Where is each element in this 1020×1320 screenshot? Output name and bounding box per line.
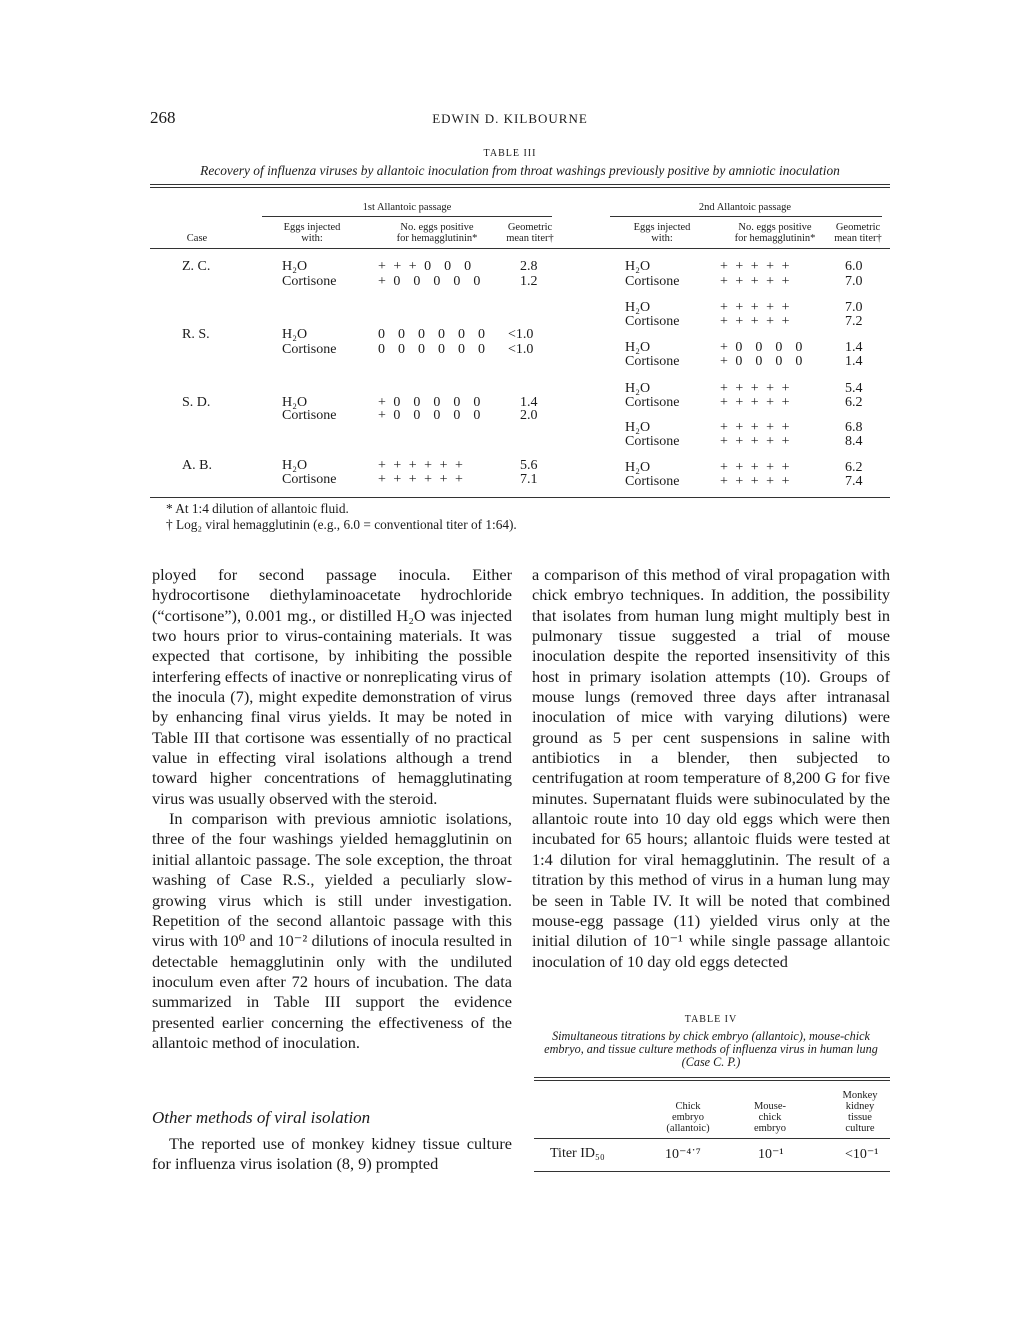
col-eggs-2b: with: (651, 233, 673, 244)
titer: 6.2 (845, 395, 863, 410)
titer: 1.2 (520, 274, 538, 289)
t4-col-mouse: Mouse- chick embryo (753, 1101, 787, 1134)
titer: <1.0 (508, 327, 534, 342)
positives: 0 0 0 0 0 0 (378, 327, 487, 342)
col-eggs-1b: with: (301, 233, 323, 244)
col-geo-2a: Geometric (835, 222, 881, 233)
col-geo-1a: Geometric (507, 222, 553, 233)
treatment: H₂O (625, 420, 651, 435)
page-number: 268 (150, 108, 176, 127)
table-4-caption: Simultaneous titrations by chick embryo (allantoic), mouse-chick embryo, and tissue culture methods of influenza virus in human lung (Case C. P.) (544, 1029, 878, 1069)
treatment: Cortisone (282, 408, 337, 423)
titer: 7.0 (845, 274, 863, 289)
titer: 6.2 (845, 460, 863, 475)
t4-value-mouse: 10⁻¹ (758, 1147, 784, 1162)
left-column-tail (152, 1134, 512, 1175)
table-3-label: TABLE III (483, 148, 537, 159)
titer: 1.4 (520, 395, 538, 410)
treatment: Cortisone (625, 474, 680, 489)
col-pos-1b: for hemagglutinin* (396, 233, 478, 244)
titer: 7.0 (845, 300, 863, 315)
case-label: A. B. (182, 458, 212, 473)
positives: + + + 0 0 0 (378, 259, 474, 274)
running-head: EDWIN D. KILBOURNE (432, 111, 588, 126)
treatment: Cortisone (282, 342, 337, 357)
case-label: Z. C. (182, 259, 211, 274)
group-header-2: 2nd Allantoic passage (698, 202, 792, 213)
positives: + 0 0 0 0 0 (378, 274, 483, 289)
col-pos-2a: No. eggs positive (738, 222, 812, 233)
treatment: H₂O (282, 395, 308, 410)
treatment: H₂O (625, 259, 651, 274)
positives: + + + + + (720, 395, 792, 410)
col-case: Case (186, 233, 208, 244)
titer: 7.4 (845, 474, 863, 489)
col-eggs-2a: Eggs injected (633, 222, 691, 233)
case-label: S. D. (182, 395, 211, 410)
positives: + + + + + (720, 274, 792, 289)
positives: + + + + + (720, 474, 792, 489)
treatment: H₂O (282, 327, 308, 342)
right-column (532, 565, 890, 972)
group-header-1: 1st Allantoic passage (362, 202, 452, 213)
titer: 5.4 (845, 381, 863, 396)
treatment: Cortisone (625, 314, 680, 329)
titer: 6.0 (845, 259, 863, 274)
col-geo-1b: mean titer† (506, 233, 554, 244)
section-heading: Other methods of viral isolation (152, 1108, 371, 1127)
t4-row-label: Titer ID₅₀ (550, 1146, 605, 1161)
left-column (152, 565, 512, 1053)
treatment: Cortisone (625, 354, 680, 369)
titer: 1.4 (845, 340, 863, 355)
table-3-footnote-1: * At 1:4 dilution of allantoic fluid. (166, 501, 349, 516)
col-pos-2b: for hemagglutinin* (734, 233, 816, 244)
treatment: H₂O (282, 259, 308, 274)
titer: 7.2 (845, 314, 863, 329)
left-para-1: ployed for second passage inocula. Either hydrocortisone diethylaminoacetate hydrochloride (“cortisone”), 0.001 mg., or distilled H₂O was injected two hours prior to virus-containing materials. It was expected that cortisone, by inhibiting the possible interfering effects of inactive or nonreplicating virus of the inocula (7), might expedite demonstration of virus by enhancing final virus yields. It may be noted in Table III that cortisone was essentially of no practical value in effecting viral isolations although a trend toward higher concentrations of hemagglutinating virus was usually observed with the steroid. (152, 565, 512, 808)
treatment: H₂O (625, 340, 651, 355)
positives: + + + + + (720, 314, 792, 329)
positives: + + + + + + (378, 458, 465, 473)
titer: 5.6 (520, 458, 538, 473)
titer: 2.0 (520, 408, 538, 423)
titer: 1.4 (845, 354, 863, 369)
table-3-footnote-2: † Log₂ viral hemagglutinin (e.g., 6.0 = conventional titer of 1:64). (166, 517, 517, 532)
treatment: Cortisone (625, 434, 680, 449)
treatment: H₂O (282, 458, 308, 473)
t4-col-chick: Chick embryo (allantoic) (666, 1101, 710, 1134)
positives: + + + + + (720, 434, 792, 449)
t4-value-chick: 10⁻⁴˙⁷ (665, 1147, 701, 1162)
table-3-caption: Recovery of influenza viruses by allantoic inoculation from throat washings previously positive by amniotic inoculation (200, 163, 840, 178)
col-pos-1a: No. eggs positive (400, 222, 474, 233)
positives: + + + + + (720, 381, 792, 396)
positives: + + + + + (720, 420, 792, 435)
treatment: Cortisone (625, 274, 680, 289)
positives: + + + + + + (378, 472, 465, 487)
treatment: H₂O (625, 300, 651, 315)
treatment: Cortisone (282, 472, 337, 487)
positives: + 0 0 0 0 (720, 340, 805, 355)
positives: + + + + + (720, 259, 792, 274)
positives: + 0 0 0 0 (720, 354, 805, 369)
right-para-1: a comparison of this method of viral propagation with chick embryo techniques. In addition, the possibility that isolates from human lung might multiply best in pulmonary tissue suggested a trial of mouse inoculation despite the reported insensitivity of this host in primary isolation attempts (10). Groups of mouse lungs (removed three days after intranasal inoculation of mice with varying dilutions) were ground as 5 per cent suspensions in saline with antibiotics in a blender, then subjected to centrifugation at room temperature of 8,200 G for five minutes. Supernatant fluids were subinoculated by the allantoic route into 10 day old eggs which were then incubated for 65 hours; allantoic fluids were tested at 1:4 dilution for viral hemagglutinin. The result of a titration by this method of virus in a human lung may be seen in Table IV. It will be noted that combined mouse-egg passage (11) yielded virus only at the initial dilution of 10⁻¹ while single passage allantoic inoculation of 10 day old eggs detected (532, 565, 890, 971)
treatment: Cortisone (282, 274, 337, 289)
positives: + 0 0 0 0 0 (378, 395, 483, 410)
treatment: Cortisone (625, 395, 680, 410)
positives: + + + + + (720, 300, 792, 315)
treatment: H₂O (625, 460, 651, 475)
table-4-label: TABLE IV (684, 1014, 738, 1025)
titer: 7.1 (520, 472, 538, 487)
col-geo-2b: mean titer† (834, 233, 882, 244)
treatment: H₂O (625, 381, 651, 396)
titer: 8.4 (845, 434, 863, 449)
t4-col-monkey: Monkey kidney tissue culture (842, 1090, 878, 1134)
titer: <1.0 (508, 342, 534, 357)
titer: 2.8 (520, 259, 538, 274)
titer: 6.8 (845, 420, 863, 435)
positives: 0 0 0 0 0 0 (378, 342, 487, 357)
positives: + + + + + (720, 460, 792, 475)
col-eggs-1a: Eggs injected (283, 222, 341, 233)
left-para-3: The reported use of monkey kidney tissue culture for influenza virus isolation (8, 9) prompted (152, 1134, 512, 1174)
left-para-2: In comparison with previous amniotic isolations, three of the four washings yielded hemagglutinin on initial allantoic passage. The sole exception, the throat washing of Case R.S., yielded a peculiarly slow-growing virus which is still under investigation. Repetition of the second allantoic passage with this virus with 10⁰ and 10⁻² dilutions of inocula resulted in detectable hemagglutinin only with the undiluted inoculum even after 72 hours of incubation. The data summarized in Table III support the evidence presented earlier concerning the effectiveness of the allantoic method of inoculation. (152, 809, 512, 1052)
case-label: R. S. (182, 327, 210, 342)
positives: + 0 0 0 0 0 (378, 408, 483, 423)
t4-value-monkey: <10⁻¹ (845, 1147, 879, 1162)
